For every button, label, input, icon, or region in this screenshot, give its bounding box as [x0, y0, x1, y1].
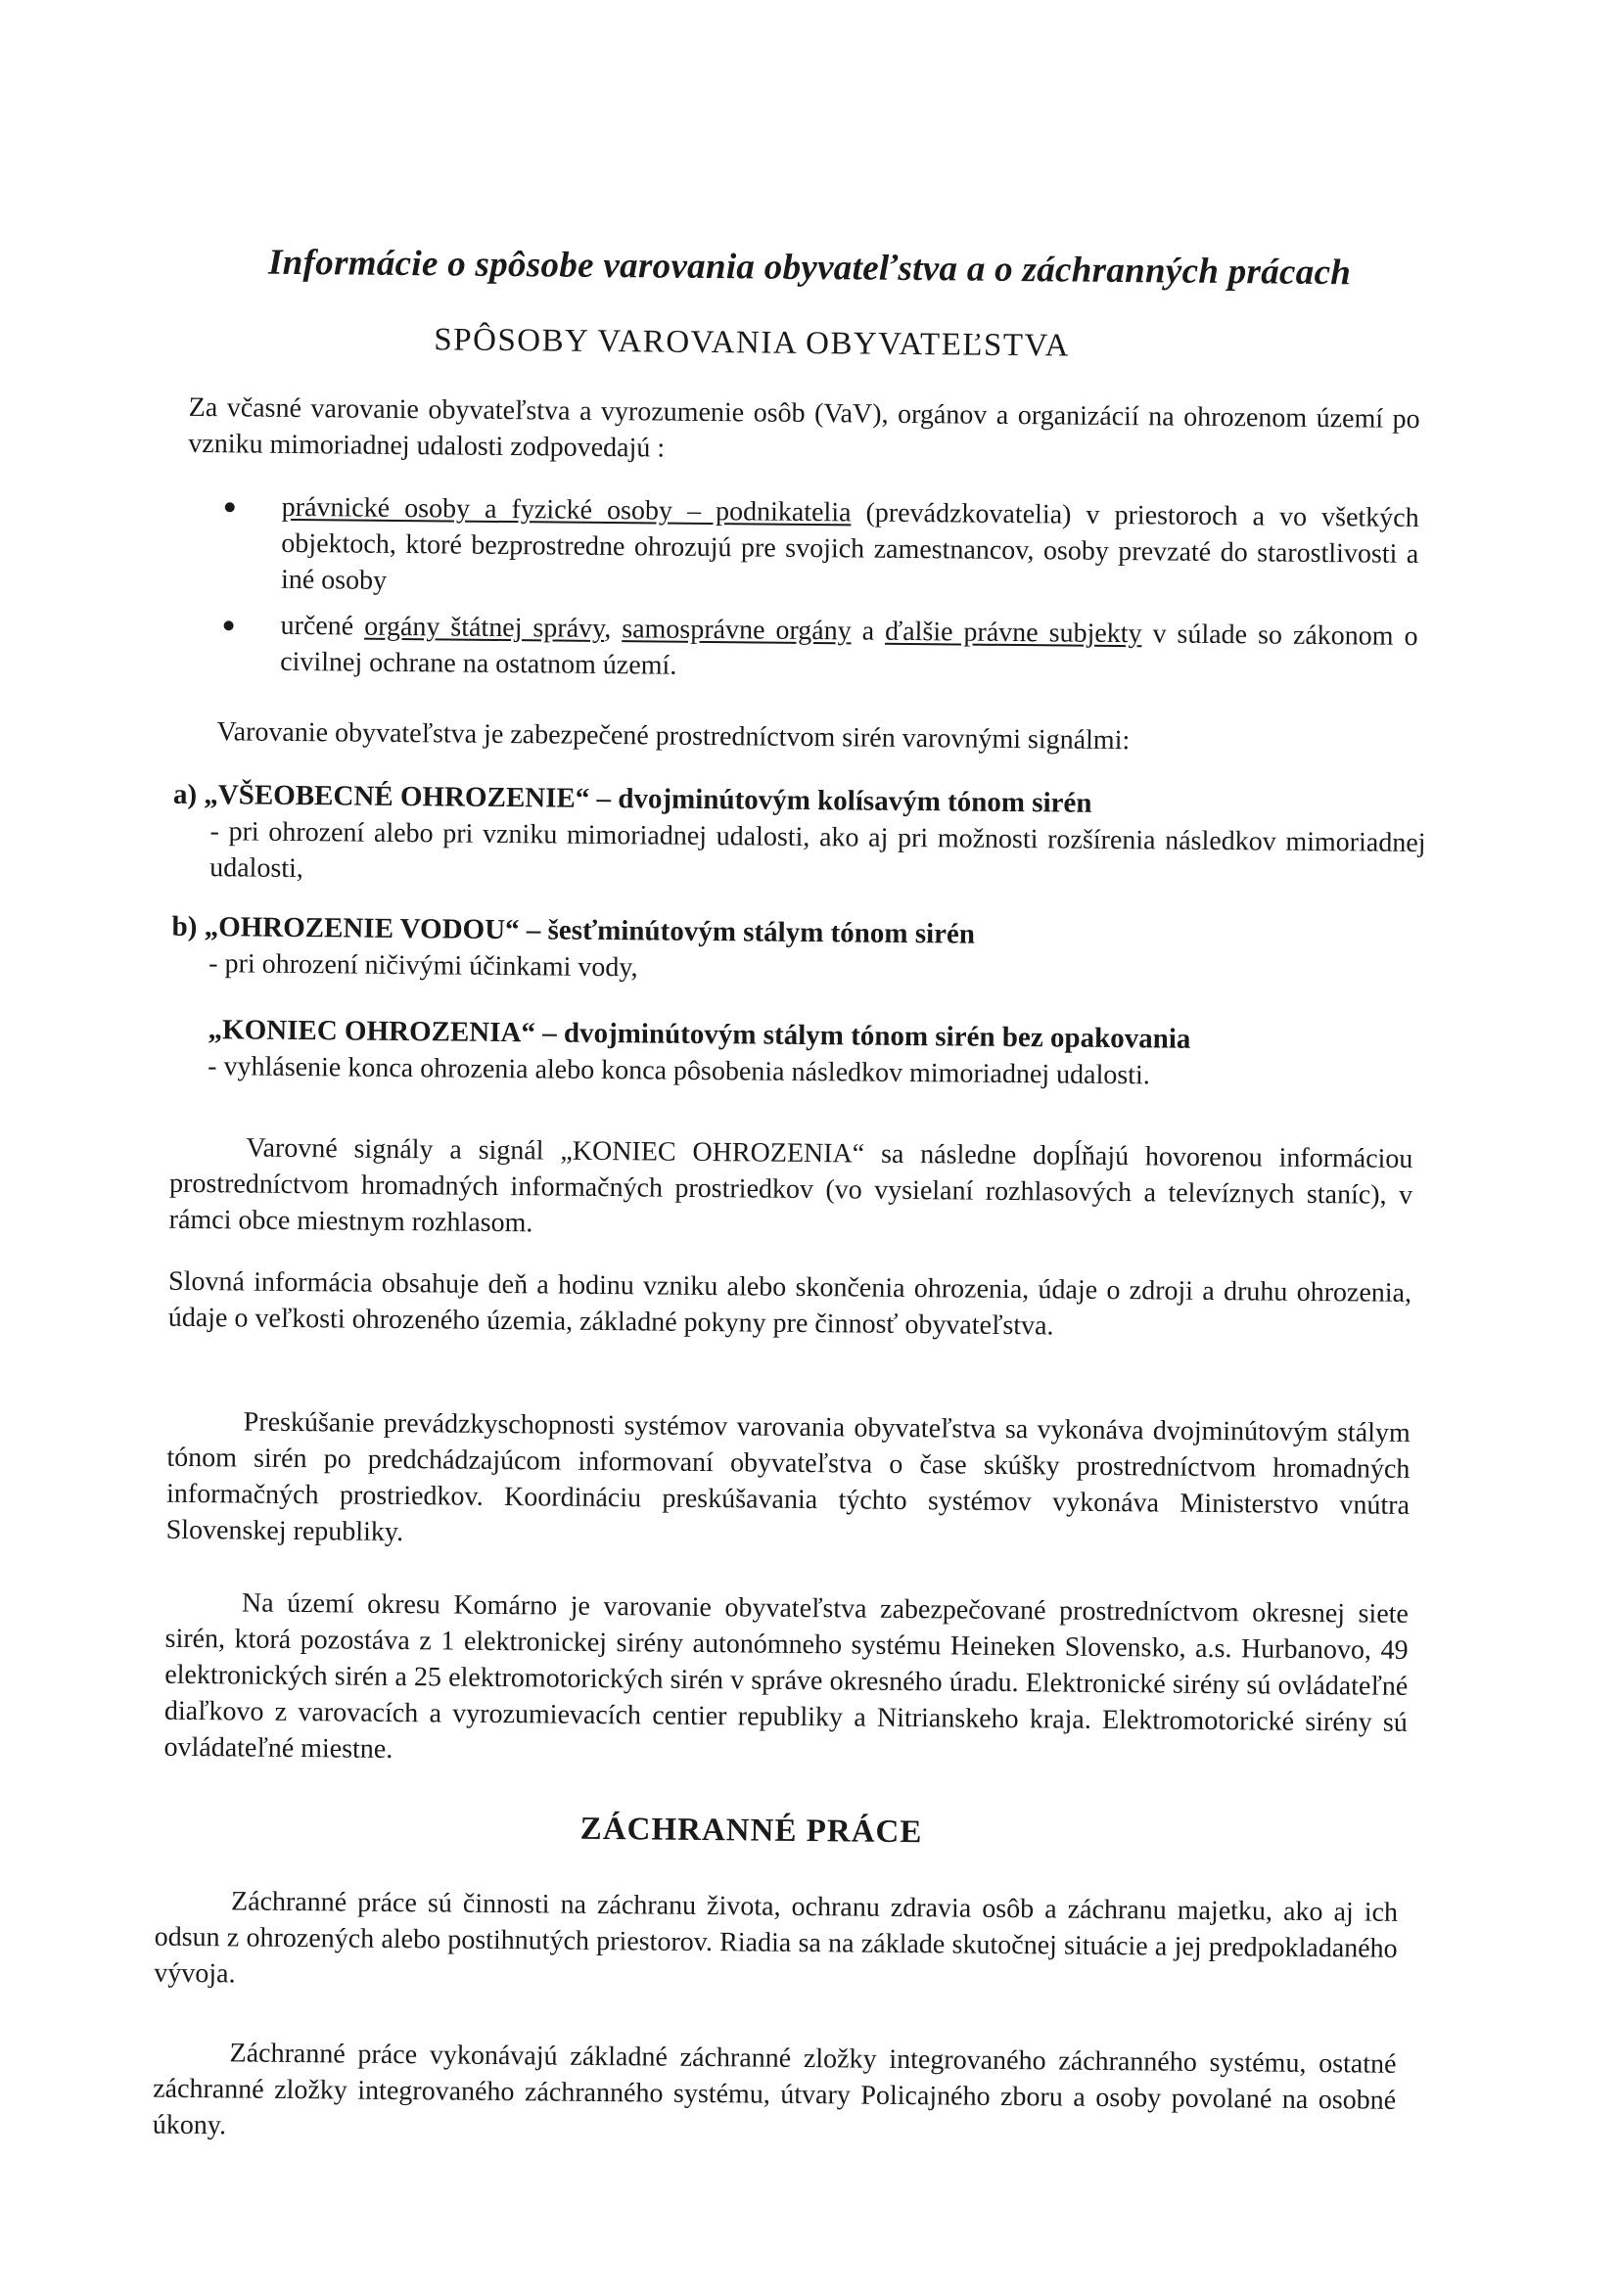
list-item [224, 488, 1419, 609]
paragraph-rescue-1: Záchranné práce sú činnosti na záchranu života, ochranu zdravia osôb a záchranu majetku, ako aj ich odsun z ohrozených alebo postihnutých priestorov. Riadia sa na základe skutočnej situácie a jej predpokladaného vývoja. [154, 1886, 1399, 1990]
signal-description: - pri ohrození alebo pri vzniku mimoriadnej udalosti, ako aj pri možnosti rozšírenia následkov mimoriadnej udalosti, [209, 816, 1426, 885]
signal-general-threat [172, 777, 1426, 897]
bullet-underlined-text: právnické osoby a fyzické osoby – podnikatelia [281, 491, 852, 528]
signal-name: „VŠEOBECNÉ OHROZENIE“ [204, 779, 590, 814]
bullet-underlined-text: samosprávne orgány [622, 614, 852, 647]
document-title: Informácie o spôsobe varovania obyvateľstva a o záchranných prácach [267, 242, 1352, 294]
signal-tone: – dvojminútovým stálym tónom sirén bez opakovania [534, 1017, 1191, 1055]
paragraph-komarno: Na území okresu Komárno je varovanie obyvateľstva zabezpečované prostredníctvom okresnej siete sirén, ktorá pozostáva z 1 elektronickej sirény autonómneho systému Heineken Slovensko, a.s. Hurbanovo, 49 elektronických sirén a 25 elektromotorických sirén v správe okresného úradu. Elektronické sirény sú ovládateľné diaľkovo z varovacích a vyrozumievacích centier republiky a Nitrianskeho kraja. Elektromotorické sirény sú ovládateľné miestne. [163, 1587, 1410, 1765]
heading-rescue-works: ZÁCHRANNÉ PRÁCE [579, 1811, 923, 1851]
signal-water-threat [171, 909, 1425, 993]
signal-marker: a) [172, 778, 198, 810]
signal-marker: b) [171, 910, 198, 943]
paragraph-rescue-2: Záchranné práce vykonávajú základné záchranné zložky integrovaného záchranného systému, ostatné záchranné zložky integrovaného záchranného systému, útvary Policajného zboru a osoby povolané na osobné úkony. [152, 2038, 1397, 2141]
paragraph-verbal-info: Slovná informácia obsahuje deň a hodinu vzniku alebo skončenia ohrozenia, údaje o zdroji a druhu ohrozenia, údaje o veľkosti ohrozeného územia, základné pokyny pre činnosť obyvateľstva. [167, 1265, 1412, 1342]
bullet-text: a [851, 616, 886, 647]
bullet-icon [225, 502, 235, 512]
signal-tone: – šesťminútovým stálym tónom sirén [519, 914, 976, 950]
responsible-list [223, 488, 1419, 701]
signal-end-threat [208, 1012, 1422, 1096]
paragraph-signals: Varovné signály a signál „KONIEC OHROZENIA“ sa následne dopĺňajú hovorenou informáciou prostredníctvom hromadných informačných prostriedkov (vo vysielaní rozhlasových a televíznych staníc), v rámci obce miestnym rozhlasom. [168, 1132, 1413, 1239]
bullet-text: , [604, 613, 623, 645]
paragraph-testing: Preskúšanie prevádzkyschopnosti systémov varovania obyvateľstva sa vykonáva dvojminútovým stálym tónom sirén po predchádzajúcom informovaní obyvateľstva o čase skúšky prostredníctvom hromadných informačných prostriedkov. Koordináciu preskúšavania týchto systémov vykonáva Ministerstvo vnútra Slovenskej republiky. [165, 1406, 1411, 1548]
signal-name: „KONIEC OHROZENIA“ [208, 1014, 536, 1049]
bullet-text: (prevádzkovatelia) v priestoroch a vo všetkých objektoch, ktoré bezprostredne ohrozujú pre svojich zamestnancov, osoby prevzaté do starostlivosti a iné osoby [280, 497, 1419, 596]
list-item [223, 607, 1418, 691]
bullet-icon [224, 620, 234, 630]
intro-paragraph: Za včasné varovanie obyvateľstva a vyrozumenie osôb (VaV), orgánov a organizácií na ohrozenom území po vzniku mimoriadnej udalosti zodpovedajú : [188, 391, 1420, 464]
bullet-text: v súlade so zákonom o civilnej ochrane na ostatnom území. [280, 619, 1418, 681]
signal-name: „OHROZENIE VODOU“ [204, 911, 520, 946]
bullet-text: určené [280, 610, 365, 642]
signal-description: - vyhlásenie konca ohrozenia alebo konca pôsobenia následkov mimoriadnej udalosti. [208, 1051, 1150, 1091]
sirens-intro: Varovanie obyvateľstva je zabezpečené prostredníctvom sirén varovnými signálmi: [216, 716, 1131, 757]
bullet-underlined-text: orgány štátnej správy [364, 611, 605, 644]
heading-warning-methods: SPÔSOBY VAROVANIA OBYVATEĽSTVA [434, 322, 1071, 364]
signal-description: - pri ohrození ničivými účinkami vody, [208, 948, 638, 984]
signal-tone: – dvojminútovým kolísavým tónom sirén [589, 782, 1092, 819]
bullet-underlined-text: ďalšie právne subjekty [884, 616, 1142, 650]
